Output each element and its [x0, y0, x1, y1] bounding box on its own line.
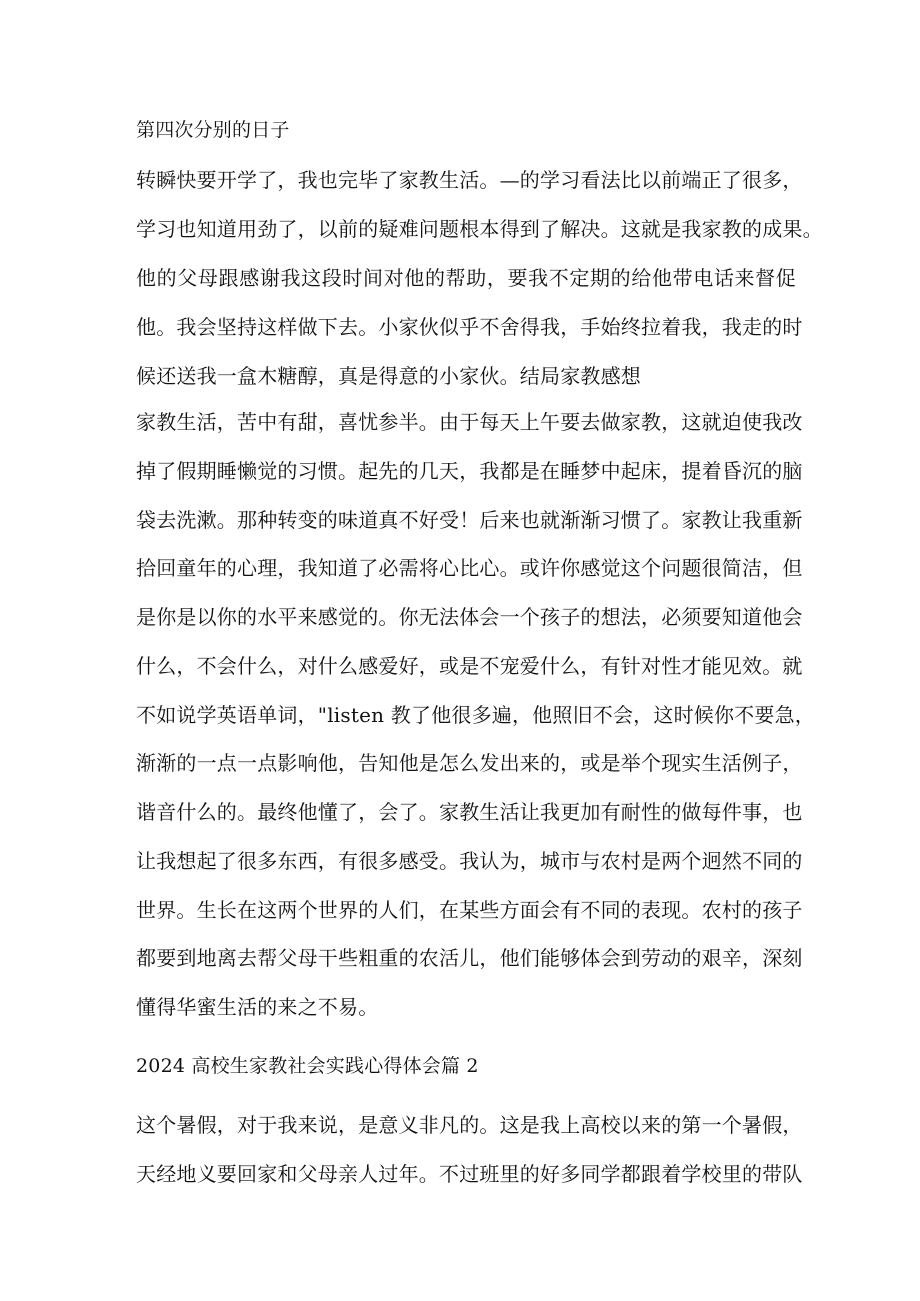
paragraph-line: 候还送我一盒木糖醇，真是得意的小家伙。结局家教感想 — [136, 364, 641, 388]
paragraph-line: 不如说学英语单词，"listen 教了他很多遍，他照旧不会，这时候你不要急， — [136, 703, 815, 727]
paragraph-line: 都要到地离去帮父母干些粗重的农活儿，他们能够体会到劳动的艰辛，深刻 — [136, 946, 803, 970]
paragraph-line: 谐音什么的。最终他懂了，会了。家教生活让我更加有耐性的做每件事，也 — [136, 800, 803, 824]
paragraph-line: 拾回童年的心理，我知道了必需将心比心。或许你感觉这个问题很简洁，但 — [136, 556, 803, 580]
paragraph-line: 懂得华蜜生活的来之不易。 — [136, 995, 379, 1019]
section-title: 第四次分别的日子 — [136, 119, 290, 141]
paragraph-line: 家教生活，苦中有甜，喜忧参半。由于每天上午要去做家教，这就迫使我改 — [136, 410, 803, 434]
paragraph-line: 掉了假期睡懒觉的习惯。起先的几天，我都是在睡梦中起床，提着昏沉的脑 — [136, 459, 803, 483]
paragraph-line: 袋去洗漱。那种转变的味道真不好受！后来也就渐渐习惯了。家教让我重新 — [136, 508, 803, 532]
paragraph-line: 让我想起了很多东西，有很多感受。我认为，城市与农村是两个迥然不同的 — [136, 849, 803, 873]
paragraph-line: 世界。生长在这两个世界的人们，在某些方面会有不同的表现。农村的孩子 — [136, 898, 803, 922]
paragraph-line: 这个暑假，对于我来说，是意义非凡的。这是我上高校以来的第一个暑假， — [136, 1113, 803, 1137]
paragraph-line: 他的父母跟感谢我这段时间对他的帮助，要我不定期的给他带电话来督促 — [136, 266, 796, 290]
paragraph-line: 渐渐的一点一点影响他，告知他是怎么发出来的，或是举个现实生活例子， — [136, 751, 803, 775]
paragraph-line: 学习也知道用劲了，以前的疑难问题根本得到了解决。这就是我家教的成果。 — [136, 217, 823, 241]
paragraph-line: 是你是以你的水平来感觉的。你无法体会一个孩子的想法，必须要知道他会 — [136, 605, 803, 629]
paragraph-line: 什么，不会什么，对什么感爱好，或是不宠爱什么，有针对性才能见效。就 — [136, 654, 803, 678]
paragraph-line: 他。我会坚持这样做下去。小家伙似乎不舍得我，手始终拉着我，我走的时 — [136, 315, 803, 339]
paragraph-line: 转瞬快要开学了，我也完毕了家教生活。—的学习看法比以前端正了很多， — [136, 168, 803, 192]
section-heading-2: 2024 高校生家教社会实践心得体会篇 2 — [136, 1055, 479, 1077]
paragraph-line: 天经地义要回家和父母亲人过年。不过班里的好多同学都跟着学校里的带队 — [136, 1162, 803, 1186]
